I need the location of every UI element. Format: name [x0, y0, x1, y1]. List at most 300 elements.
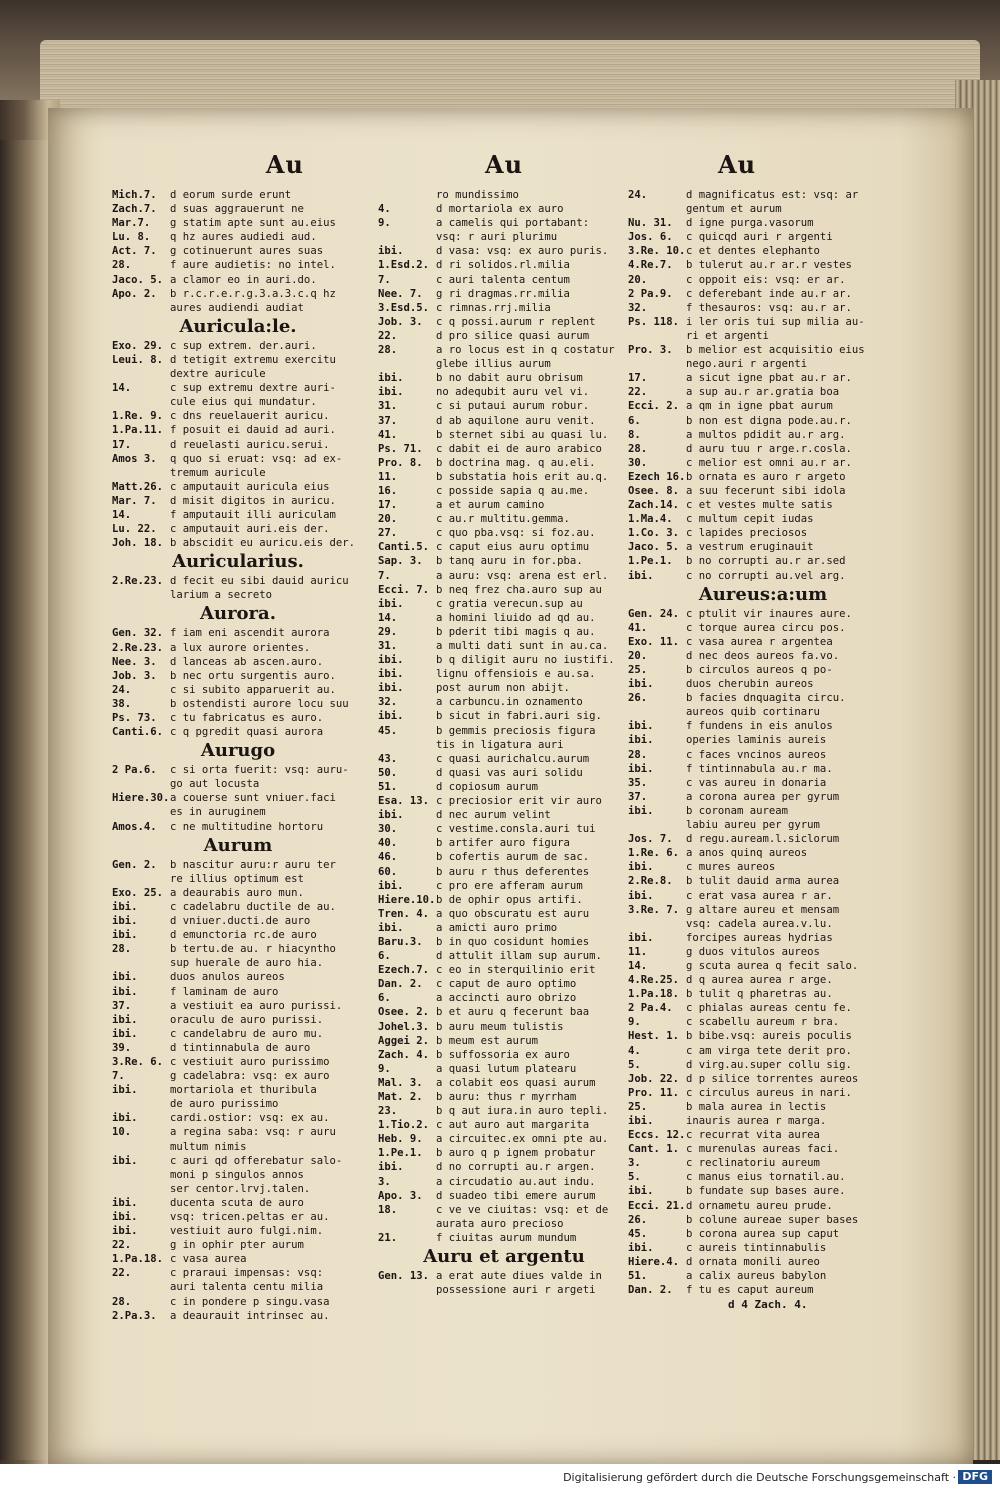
reference: 28. [628, 442, 648, 455]
reference: Exo. 29. [112, 339, 164, 352]
concordance-line [112, 683, 364, 697]
reference: 32. [378, 696, 398, 709]
reference [628, 329, 686, 343]
reference: 14. [112, 382, 132, 395]
quotation: d fecit eu sibi dauid auricu [170, 575, 349, 588]
concordance-line [628, 569, 898, 583]
reference: Sap. 3. [378, 555, 423, 568]
concordance-line [628, 371, 898, 385]
reference: ibi. [112, 1112, 138, 1125]
quotation: a vestrum eruginauit [686, 541, 814, 554]
concordance-line [378, 1005, 630, 1019]
concordance-line [628, 987, 898, 1001]
concordance-line [628, 1015, 898, 1029]
concordance-line [112, 1140, 364, 1154]
concordance-line [628, 776, 898, 790]
quotation: d p silice torrentes aureos [686, 1072, 859, 1085]
quotation: a ro locus est in q costatur [436, 344, 615, 357]
reference: Aggei 2. [378, 1034, 430, 1047]
concordance-line [628, 216, 898, 230]
reference: 2.Re.8. [628, 875, 673, 888]
reference: ibi. [628, 861, 654, 874]
reference: 6. [378, 950, 391, 963]
concordance-line [378, 850, 630, 864]
quotation: f amputauit illi auriculam [170, 508, 336, 521]
quotation: b sternet sibi au quasi lu. [436, 428, 609, 441]
reference: ibi. [112, 971, 138, 984]
concordance-line [628, 258, 898, 272]
reference: ibi. [112, 985, 138, 998]
concordance-line [112, 508, 364, 522]
concordance-line [378, 343, 630, 357]
reference: Gen. 32. [112, 627, 164, 640]
reference [378, 738, 436, 752]
reference: Ecci. 2. [628, 400, 680, 413]
concordance-line [112, 452, 364, 466]
concordance-line [628, 917, 898, 931]
quotation: lignu offensiois e au.sa. [436, 668, 596, 681]
concordance-line [112, 423, 364, 437]
concordance-line [628, 428, 898, 442]
concordance-line [378, 470, 630, 484]
quotation: f tintinnabula au.r ma. [686, 762, 833, 775]
quotation: c praraui impensas: vsq: [170, 1267, 324, 1280]
concordance-line [378, 1076, 630, 1090]
reference: ibi. [628, 720, 654, 733]
concordance-line [378, 1146, 630, 1160]
reference: Gen. 2. [112, 858, 157, 871]
reference: Pro. 8. [378, 456, 423, 469]
concordance-line [112, 301, 364, 315]
quotation: possessione auri r argeti [436, 1284, 596, 1297]
reference [378, 1283, 436, 1297]
reference: 37. [628, 790, 648, 803]
reference: ibi. [112, 1196, 138, 1209]
concordance-line [628, 230, 898, 244]
quotation: a homini liuido ad qd au. [436, 611, 596, 624]
concordance-line [628, 790, 898, 804]
quotation: d quasi vas auri solidu [436, 766, 583, 779]
reference: Lu. 8. [112, 231, 151, 244]
quotation: b doctrina mag. q au.eli. [436, 456, 596, 469]
concordance-line [378, 357, 630, 371]
concordance-line [378, 752, 630, 766]
concordance-line [112, 536, 364, 550]
quotation: c cadelabru ductile de au. [170, 900, 336, 913]
concordance-line [378, 1048, 630, 1062]
reference: Esa. 13. [378, 795, 430, 808]
quotation: c pro ere afferam aurum [436, 879, 583, 892]
quotation: b facies dnquagita circu. [686, 692, 846, 705]
quotation: q quo si eruat: vsq: ad ex- [170, 452, 343, 465]
reference: Johel.3. [378, 1020, 430, 1033]
concordance-line [628, 357, 898, 371]
concordance-line [378, 1160, 630, 1174]
reference: 22. [628, 386, 648, 399]
quotation: larium a secreto [170, 589, 273, 602]
lemma-heading: Auricularius. [172, 551, 304, 573]
concordance-line [112, 900, 364, 914]
reference: 41. [378, 428, 398, 441]
concordance-line [112, 858, 364, 872]
quotation: duos cherubin aureos [686, 678, 814, 691]
concordance-line [628, 959, 898, 973]
quotation: gentum et aurum [686, 203, 782, 216]
reference: 40. [378, 837, 398, 850]
reference: Zach.14. [628, 499, 680, 512]
reference: Gen. 13. [378, 1270, 430, 1283]
quotation: b nascitur auru:r auru ter [170, 858, 336, 871]
concordance-line [628, 1142, 898, 1156]
quotation: d ornata monili aureo [686, 1255, 820, 1268]
quotation: a circudatio au.aut indu. [436, 1175, 596, 1188]
quotation: c ne multitudine hortoru [170, 820, 324, 833]
concordance-line [112, 985, 364, 999]
quotation: c sup extremu dextre auri- [170, 382, 336, 395]
column-3 [628, 150, 898, 1297]
concordance-line [628, 315, 898, 329]
concordance-line [112, 725, 364, 739]
reference [112, 1097, 170, 1111]
concordance-line [112, 1013, 364, 1027]
concordance-line [112, 1069, 364, 1083]
reference: Canti.6. [112, 726, 164, 739]
quotation: d emunctoria rc.de auro [170, 929, 317, 942]
reference: Ps. 73. [112, 712, 157, 724]
quotation: ser centor.lrvj.talen. [170, 1182, 311, 1195]
reference [112, 466, 170, 480]
quotation: inauris aurea r marga. [686, 1115, 827, 1127]
quotation: b abscidit eu auricu.eis der. [170, 537, 355, 550]
concordance-line [628, 498, 898, 512]
reference: 24. [112, 683, 132, 696]
concordance-line [378, 921, 630, 935]
quotation: c circulus aureus in nari. [686, 1086, 852, 1099]
quotation: b et auru q fecerunt baa [436, 1006, 590, 1019]
quotation: a multos pdidit au.r arg. [686, 428, 846, 441]
reference: ibi. [378, 372, 404, 385]
concordance-line [112, 1083, 364, 1097]
reference: 9. [378, 217, 391, 230]
reference [112, 805, 170, 819]
concordance-line [378, 879, 630, 893]
reference: ibi. [628, 889, 654, 902]
quotation: c candelabru de auro mu. [170, 1027, 324, 1040]
quotation: b q diligit auru no iustifi. [436, 654, 615, 667]
column-2-entries [378, 188, 630, 1297]
concordance-line [112, 791, 364, 805]
reference: 14. [628, 959, 648, 972]
reference [378, 357, 436, 371]
quotation: f ciuitas aurum mundum [436, 1231, 577, 1244]
concordance-line [112, 588, 364, 602]
reference: 27. [378, 527, 398, 540]
reference: 28. [112, 943, 132, 956]
quotation: d ornametu aureu prude. [686, 1199, 833, 1212]
footer-credit: Digitalisierung gefördert durch die Deutsche Forschungsgemeinschaft · [563, 1471, 956, 1484]
quotation: d virg.au.super collu sig. [686, 1058, 852, 1071]
concordance-line [112, 956, 364, 970]
concordance-line [378, 1118, 630, 1132]
quotation: d copiosum aurum [436, 780, 539, 793]
quotation: a regina saba: vsq: r auru [170, 1126, 336, 1139]
quotation: b coronam auream [686, 804, 789, 817]
quotation: d no corrupti au.r argen. [436, 1161, 596, 1174]
quotation: d reuelasti auricu.serui. [170, 438, 330, 451]
concordance-line [112, 1224, 364, 1238]
quotation: labiu aureu per gyrum [686, 819, 820, 832]
reference [112, 367, 170, 381]
concordance-line [112, 626, 364, 640]
quotation: c eo in sterquilinio erit [436, 964, 596, 977]
quotation: c ptulit vir inaures aure. [686, 607, 852, 620]
quotation: d ri solidos.rl.milia [436, 259, 570, 272]
reference: ibi. [378, 597, 404, 610]
concordance-line [112, 777, 364, 791]
reference: ibi. [628, 762, 654, 775]
reference: 2 Pa.9. [628, 287, 673, 300]
quotation: a deaurauit intrinsec au. [170, 1309, 330, 1322]
reference: 25. [628, 664, 648, 676]
concordance-line [378, 1090, 630, 1104]
concordance-line [112, 258, 364, 272]
concordance-line [628, 889, 898, 903]
quotation: c no corrupti au.vel arg. [686, 569, 846, 582]
left-page-gutter [0, 140, 48, 1460]
quotation: b tulit dauid arma aurea [686, 875, 840, 888]
column-3-entries [628, 188, 898, 1297]
reference: ibi. [378, 809, 404, 822]
reference: 2 Pa.6. [112, 764, 157, 777]
concordance-line [628, 1241, 898, 1255]
quotation: c auri qd offerebatur salo- [170, 1154, 343, 1167]
quotation: b fundate sup bases aure. [686, 1185, 846, 1198]
concordance-line [378, 963, 630, 977]
concordance-line [628, 649, 898, 663]
reference: ibi. [378, 386, 404, 399]
concordance-line [378, 625, 630, 639]
concordance-line [378, 301, 630, 315]
reference: 9. [378, 1062, 391, 1075]
quotation: b circulos aureos q po- [686, 664, 833, 676]
concordance-line [112, 367, 364, 381]
lemma-heading: Auru et argentu [423, 1246, 585, 1268]
quotation: a amicti auro primo [436, 921, 558, 934]
concordance-line [112, 1168, 364, 1182]
concordance-line [112, 820, 364, 834]
quotation: b corona aurea sup caput [686, 1227, 840, 1240]
reference: Apo. 2. [112, 287, 157, 300]
concordance-line [628, 860, 898, 874]
quotation: a auru: vsq: arena est erl. [436, 569, 609, 582]
quotation: c si subito apparuerit au. [170, 683, 336, 696]
reference: ibi. [378, 245, 404, 258]
quotation: g statim apte sunt au.eius [170, 217, 336, 230]
concordance-line [628, 621, 898, 635]
reference: Apo. 3. [378, 1189, 423, 1202]
concordance-line [628, 442, 898, 456]
concordance-line [628, 287, 898, 301]
reference: 20. [378, 513, 398, 526]
reference: 5. [628, 1058, 641, 1071]
reference: 14. [378, 611, 398, 624]
quotation: a corona aurea per gyrum [686, 790, 840, 803]
quotation: c vestime.consla.auri tui [436, 823, 596, 836]
reference: 17. [628, 372, 648, 385]
reference: 23. [378, 1105, 398, 1118]
reference: 1.Tio.2. [378, 1119, 430, 1132]
concordance-line [628, 663, 898, 677]
quotation: auri talenta centu milia [170, 1281, 324, 1294]
reference: 8. [628, 428, 641, 441]
quotation: de auro purissimo [170, 1098, 279, 1111]
concordance-line [378, 865, 630, 879]
reference: 1.Pe.1. [628, 555, 673, 568]
quotation: g altare aureu et mensam [686, 903, 840, 916]
reference: 4.Re.7. [628, 259, 673, 272]
reference: Job. 3. [378, 315, 423, 328]
concordance-line [378, 822, 630, 836]
reference: 21. [378, 1231, 398, 1244]
running-head-1: Au [265, 150, 304, 179]
reference: 6. [628, 414, 641, 427]
column-1-entries [112, 188, 364, 1323]
quotation: ro mundissimo [436, 189, 519, 201]
concordance-line [628, 554, 898, 568]
reference: Canti.5. [378, 541, 430, 554]
concordance-line [112, 1097, 364, 1111]
concordance-line [378, 540, 630, 554]
quotation: no adequbit auru vel vi. [436, 386, 590, 399]
concordance-line [112, 574, 364, 588]
concordance-line [378, 1283, 630, 1297]
concordance-line [378, 653, 630, 667]
quotation: a camelis qui portabant: [436, 217, 590, 230]
quotation: a circuitec.ex omni pte au. [436, 1133, 609, 1146]
reference [112, 872, 170, 886]
reference: 37. [112, 999, 132, 1012]
quotation: d attulit illam sup aurum. [436, 950, 602, 963]
quotation: c oppoit eis: vsq: er ar. [686, 273, 846, 286]
concordance-line [628, 1269, 898, 1283]
quotation: a suu fecerunt sibi idola [686, 484, 846, 497]
quotation: f thesauros: vsq: au.r ar. [686, 301, 852, 314]
quotation: a clamor eo in auri.do. [170, 273, 317, 286]
reference [112, 588, 170, 602]
concordance-line [628, 846, 898, 860]
quotation: c deferebant inde au.r ar. [686, 287, 852, 300]
quotation: i ler oris tui sup milia au- [686, 315, 865, 328]
reference: Pro. 11. [628, 1086, 680, 1099]
concordance-line [378, 611, 630, 625]
concordance-line [378, 216, 630, 230]
reference: 7. [378, 273, 391, 286]
concordance-line [628, 385, 898, 399]
concordance-line [628, 1170, 898, 1184]
concordance-line [628, 832, 898, 846]
concordance-line [378, 1217, 630, 1231]
concordance-line [378, 991, 630, 1005]
concordance-line [112, 339, 364, 353]
reference: ibi. [378, 682, 404, 695]
reference: ibi. [628, 734, 654, 747]
reference: Jaco. 5. [112, 273, 164, 286]
quotation: a qm in igne pbat aurum [686, 400, 833, 413]
reference: 51. [628, 1270, 648, 1283]
reference: 45. [628, 1227, 648, 1240]
quotation: c caput eius auru optimu [436, 541, 590, 554]
concordance-line [112, 999, 364, 1013]
quotation: nego.auri r argenti [686, 358, 808, 371]
quotation: b sicut in fabri.auri sig. [436, 710, 602, 723]
concordance-line [378, 414, 630, 428]
quotation: glebe illius aurum [436, 358, 551, 371]
concordance-line [378, 977, 630, 991]
concordance-line [112, 466, 364, 480]
reference: 2 Pa.4. [628, 1002, 673, 1015]
quotation: c amputauit auri.eis der. [170, 523, 330, 536]
reference: 24. [628, 189, 648, 201]
reference: Ps. 71. [378, 442, 423, 455]
concordance-line [378, 949, 630, 963]
quotation: c rimnas.rrj.milia [436, 301, 551, 314]
quotation: c vas aureu in donaria [686, 776, 827, 789]
concordance-line [112, 287, 364, 301]
quotation: vsq: cadela aurea.v.lu. [686, 917, 833, 930]
quotation: c melior est omni au.r ar. [686, 456, 852, 469]
concordance-line [378, 583, 630, 597]
quotation: c lapides preciosos [686, 527, 808, 540]
reference: Joh. 18. [112, 537, 164, 550]
quotation: re illius optimum est [170, 872, 304, 885]
concordance-line [112, 697, 364, 711]
concordance-line [628, 1156, 898, 1170]
reference: Exo. 11. [628, 635, 680, 648]
reference: Zach.7. [112, 203, 157, 216]
reference: ibi. [112, 1211, 138, 1223]
quotation: c scabellu aureum r bra. [686, 1016, 840, 1029]
concordance-line [628, 973, 898, 987]
quotation: tremum auricule [170, 466, 266, 479]
quotation: b ornata es auro r argeto [686, 470, 846, 483]
reference: Job. 3. [112, 669, 157, 682]
reference: 41. [628, 621, 648, 634]
concordance-line [628, 748, 898, 762]
reference: Mar.7. [112, 217, 151, 230]
quotation: d tetigit extremu exercitu [170, 353, 336, 366]
running-head-3: Au [718, 150, 757, 179]
quotation: post aurum non abijt. [436, 682, 570, 695]
reference: 1.Pa.18. [628, 988, 680, 1001]
quotation: f laminam de auro [170, 985, 279, 998]
reference: 30. [628, 456, 648, 469]
reference [112, 1140, 170, 1154]
concordance-line [628, 484, 898, 498]
concordance-line [378, 738, 630, 752]
concordance-line [112, 872, 364, 886]
quotation: c et dentes elephanto [686, 245, 820, 258]
concordance-line [628, 1072, 898, 1086]
concordance-line [112, 1111, 364, 1125]
quotation: b tertu.de au. r hiacyntho [170, 943, 336, 956]
concordance-line [112, 1041, 364, 1055]
concordance-line [378, 202, 630, 216]
quotation: vsq: r auri plurimu [436, 231, 558, 244]
reference: ibi. [378, 1161, 404, 1174]
running-head-2: Au [484, 150, 524, 179]
concordance-line [378, 371, 630, 385]
concordance-line [378, 1020, 630, 1034]
